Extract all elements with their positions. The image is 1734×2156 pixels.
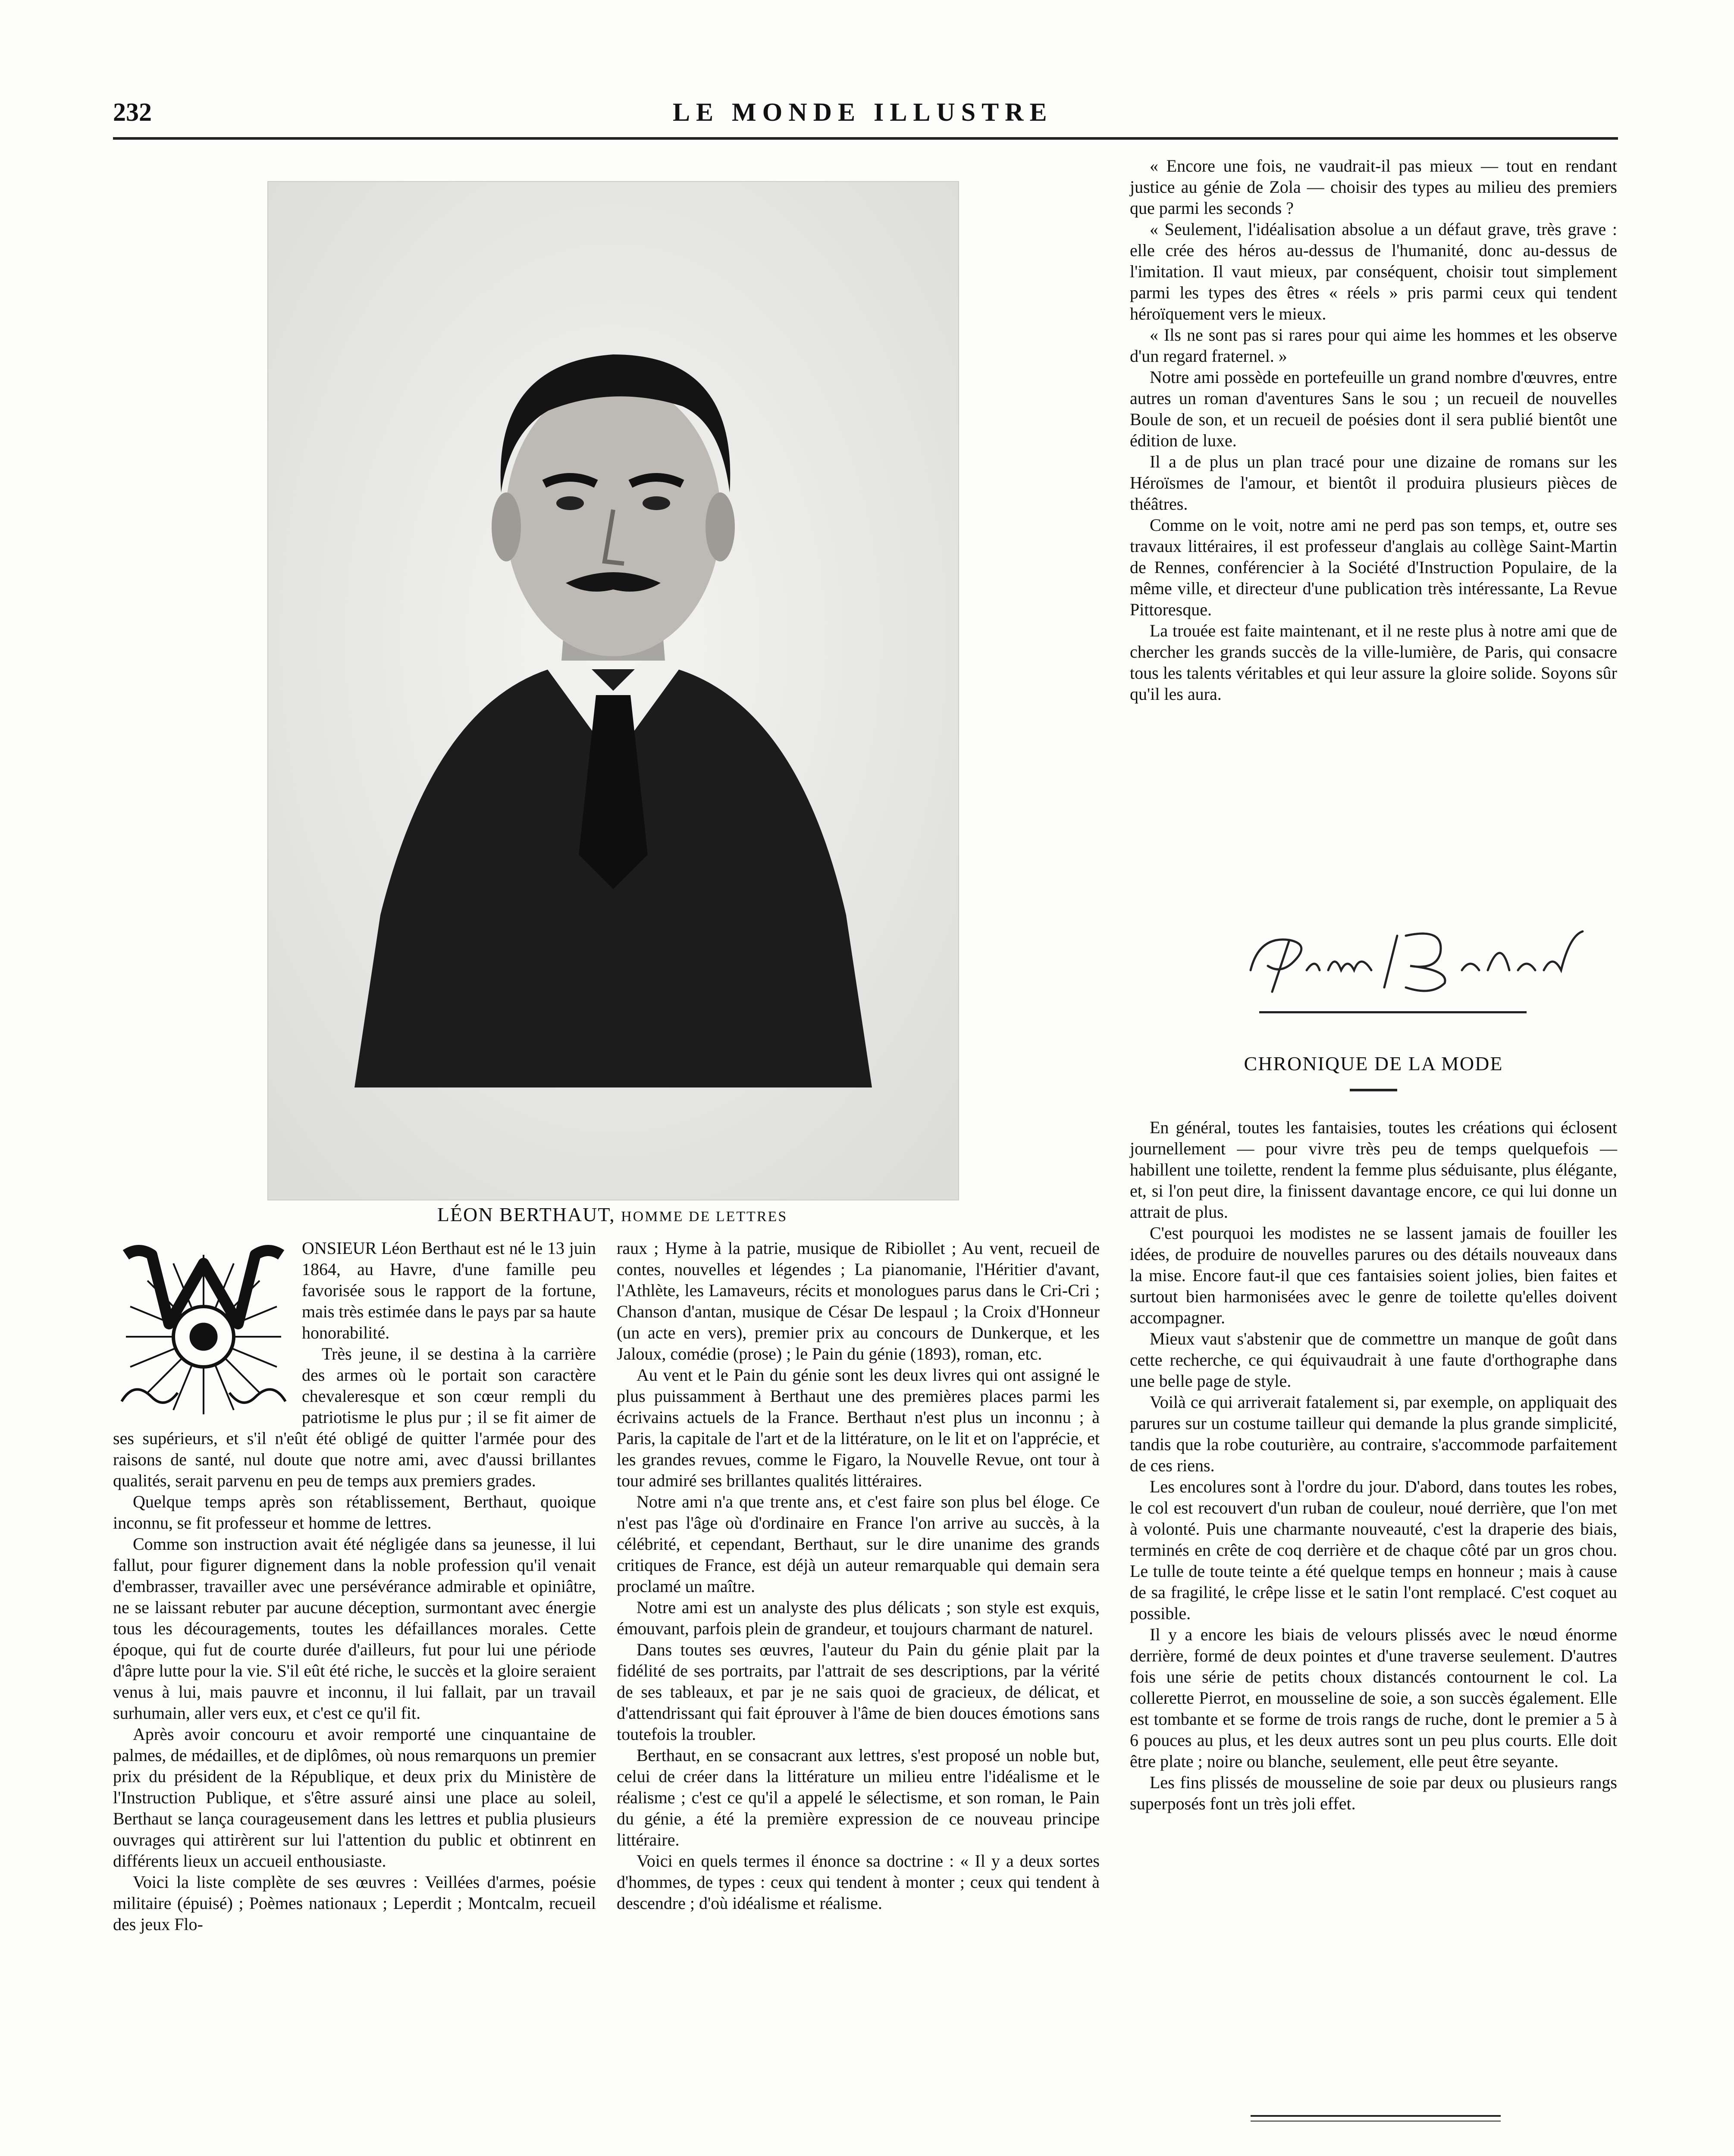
title-rule	[1350, 1089, 1397, 1091]
paragraph: raux ; Hyme à la patrie, musique de Ribiollet ; Au vent, recueil de contes, nouvelles et légendes ; La pianomanie, l'Héritier d'avant, l'Athlète, les Lamaveurs, récits et monologues parus dans le Cri-Cri ; Chanson d'antan, musique de César De lespaul ; la Croix d'Honneur (un acte en vers), premier prix au concours de Dunkerque, et les Jaloux, comédie (prose) ; le Pain du génie (1893), roman, etc.	[617, 1238, 1100, 1363]
paragraph: Très jeune, il se destina à la carrière des armes où le portait son caractère chevaleresque et son cœur rempli du patriotisme le plus pur ; il se fit aimer de ses supérieurs, et s'il n'eût été obligé de quitter l'armée pour des raisons de santé, nul doute que notre ami, avec d'aussi brillantes qualités, serait parvenu en peu de temps aux premiers grades.	[113, 1344, 596, 1490]
author-signature	[1242, 910, 1596, 996]
article-column-1	[113, 1238, 596, 1935]
paragraph: Notre ami est un analyste des plus délicats ; son style est exquis, émouvant, parfois plein de grandeur, et toujours charmant de naturel.	[617, 1598, 1100, 1638]
paragraph: Notre ami n'a que trente ans, et c'est faire son plus bel éloge. Ce n'est pas l'âge où d'ordinaire en France l'on arrive au succès, à la célébrité, et cependant, Berthaut, sur le dire unanime des grands critiques de France, est déjà un auteur remarquable qui demain sera proclamé un maître.	[617, 1492, 1100, 1596]
paragraph: C'est pourquoi les modistes ne se lassent jamais de fouiller les idées, de produire de nouvelles parures ou des détails nouveaux dans la mise. Encore faut-il que ces fantaisies soient jolies, bien faites et surtout bien harmonisées avec le genre de toilette qu'elles doivent accompagner.	[1130, 1223, 1617, 1327]
paragraph: Les encolures sont à l'ordre du jour. D'abord, dans toutes les robes, le col est recouvert d'un ruban de couleur, noué derrière, que l'on met à volonté. Puis une charmante nouveauté, c'est la draperie des biais, terminés en crête de coq derrière et de chaque côté par un gros chou. Le tulle de toute teinte a été quelque temps en honneur ; mais à cause de sa fragilité, le crêpe lisse et le satin l'ont remplacé. C'est coquet au possible.	[1130, 1477, 1617, 1623]
article-column-3	[1130, 155, 1617, 705]
section-title: CHRONIQUE DE LA MODE	[1244, 1053, 1503, 1075]
page-number: 232	[113, 98, 152, 126]
fashion-chronicle	[1130, 1117, 1617, 1814]
paragraph: « Seulement, l'idéalisation absolue a un défaut grave, très grave : elle crée des héros au-dessus de l'humanité, donc au-dessus de l'imitation. Il vaut mieux, par conséquent, choisir tout simplement parmi les types des êtres « réels » pris parmi ceux qui tendent héroïquement vers le mieux.	[1130, 219, 1617, 323]
portrait-caption	[267, 1203, 957, 1226]
ornamental-initial-m	[113, 1238, 294, 1419]
paragraph: En général, toutes les fantaisies, toutes les créations qui éclosent journellement — pour vivre très peu de temps quelquefois — habillent une toilette, rendent la femme plus séduisante, plus élégante, et, si l'on peut dire, la finissent davantage encore, ce qui lui donne un attrait de plus.	[1130, 1118, 1617, 1222]
paragraph: Quelque temps après son rétablissement, Berthaut, quoique inconnu, se fit professeur et homme de lettres.	[113, 1492, 596, 1532]
paragraph: Après avoir concouru et avoir remporté une cinquantaine de palmes, de médailles, et de diplômes, où nous remarquons un premier prix du président de la République, et deux prix du Ministère de l'Instruction Publique, et s'être assuré ainsi une place au soleil, Berthaut se lança courageusement dans les lettres et publia plusieurs ouvrages qui attirèrent sur lui l'attention du public et obtinrent en différents lieux un accueil enthousiaste.	[113, 1724, 596, 1871]
paragraph: ONSIEUR Léon Berthaut est né le 13 juin 1864, au Havre, d'une famille peu favorisée sous le rapport de la fortune, mais très estimée dans le pays par sa haute honorabilité.	[302, 1238, 596, 1342]
double-rule-bottom	[1251, 2121, 1501, 2122]
paragraph: Dans toutes ses œuvres, l'auteur du Pain du génie plait par la fidélité de ses portraits, par l'attrait de ses descriptions, par la vérité de ses tableaux, et par je ne sais quoi de gracieux, de délicat, et d'attendrissant qui fait éprouver à l'âme de bien douces émotions sans toutefois la troubler.	[617, 1640, 1100, 1744]
paragraph: Il y a encore les biais de velours plissés avec le nœud énorme derrière, formé de deux pointes et d'une traverse seulement. D'autres fois une série de petits choux distancés contournent le col. La collerette Pierrot, en mousseline de soie, a son succès également. Elle est tombante et se forme de trois rangs de ruche, dont le premier a 5 à 6 pouces au plus, et les deux autres sont un peu plus courts. Elle doit être plate ; noire ou blanche, seulement, elle peut être seyante.	[1130, 1625, 1617, 1771]
paragraph: Au vent et le Pain du génie sont les deux livres qui ont assigné le plus puissamment à Berthaut une des premières places parmi les écrivains actuels de la France. Berthaut n'est plus un inconnu ; à Paris, la capitale de l'art et de la littérature, on le lit et on l'apprécie, et les grandes revues, comme le Figaro, la Nouvelle Revue, ont tour à tour admiré ses brillantes qualités littéraires.	[617, 1365, 1100, 1490]
paragraph: Les fins plissés de mousseline de soie par deux ou plusieurs rangs superposés font un très joli effet.	[1130, 1773, 1617, 1813]
paragraph: Comme on le voit, notre ami ne perd pas son temps, et, outre ses travaux littéraires, il est professeur d'anglais au collège Saint-Martin de Rennes, conférencier à la Société d'Instruction Populaire, de la même ville, et directeur d'une publication très intéressante, La Revue Pittoresque.	[1130, 515, 1617, 619]
journal-title: LE MONDE ILLUSTRE	[673, 98, 1053, 126]
article-column-2	[617, 1238, 1100, 1914]
paragraph: Voici la liste complète de ses œuvres : Veillées d'armes, poésie militaire (épuisé) ; Poèmes nationaux ; Leperdit ; Montcalm, recueil des jeux Flo-	[113, 1872, 596, 1934]
portrait-photo	[267, 181, 959, 1200]
section-rule	[1259, 1011, 1527, 1013]
caption-role: HOMME DE LETTRES	[621, 1209, 788, 1225]
header-rule	[113, 137, 1618, 140]
paragraph: Voilà ce qui arriverait fatalement si, par exemple, on appliquait des parures sur un costume tailleur qui demande la plus grande simplicité, tandis que la robe couturière, au contraire, s'accommode parfaitement de ces riens.	[1130, 1392, 1617, 1475]
paragraph: Notre ami possède en portefeuille un grand nombre d'œuvres, entre autres un roman d'aventures Sans le sou ; un recueil de nouvelles Boule de son, et un recueil de poésies dont il sera publié bientôt une édition de luxe.	[1130, 367, 1617, 450]
paragraph: Voici en quels termes il énonce sa doctrine : « Il y a deux sortes d'hommes, de types : ceux qui tendent à monter ; ceux qui tendent à descendre ; d'où idéalisme et réalisme.	[617, 1851, 1100, 1913]
paragraph: Berthaut, en se consacrant aux lettres, s'est proposé un noble but, celui de créer dans la littérature un milieu entre l'idéalisme et le réalisme ; c'est ce qu'il a appelé le sélectisme, et son roman, le Pain du génie, a été la première expression de ce nouveau principe littéraire.	[617, 1745, 1100, 1849]
paragraph: « Ils ne sont pas si rares pour qui aime les hommes et les observe d'un regard fraternel. »	[1130, 325, 1617, 366]
paragraph: Mieux vaut s'abstenir que de commettre un manque de goût dans cette recherche, ce qui équivaudrait à une faute d'orthographe dans une belle page de style.	[1130, 1329, 1617, 1391]
double-rule-top	[1251, 2115, 1501, 2117]
caption-name: LÉON BERTHAUT,	[437, 1203, 615, 1225]
paragraph: « Encore une fois, ne vaudrait-il pas mieux — tout en rendant justice au génie de Zola — choisir des types au milieu des premiers que parmi les seconds ?	[1130, 156, 1617, 218]
paragraph: Comme son instruction avait été négligée dans sa jeunesse, il lui fallut, pour figurer dignement dans la noble profession qu'il venait d'embrasser, travailler avec une persévérance admirable et opiniâtre, ne se laissant rebuter par aucune déception, surmontant avec énergie tous les découragements, toutes les défaillances morales. Cette époque, qui fut de courte durée d'ailleurs, fut pour lui une période d'âpre lutte pour la vie. S'il eût été riche, le succès et la gloire seraient venus à lui, mais pauvre et inconnu, il lui fallait, par un travail surhumain, aller vers eux, et c'est ce qu'il fit.	[113, 1534, 596, 1723]
paragraph: Il a de plus un plan tracé pour une dizaine de romans sur les Héroïsmes de l'amour, et bientôt il produira plusieurs pièces de théâtres.	[1130, 452, 1617, 514]
paragraph: La trouée est faite maintenant, et il ne reste plus à notre ami que de chercher les grands succès de la ville-lumière, de Paris, qui consacre tous les talents véritables et qui leur assure la gloire solide. Soyons sûr qu'il les aura.	[1130, 621, 1617, 704]
